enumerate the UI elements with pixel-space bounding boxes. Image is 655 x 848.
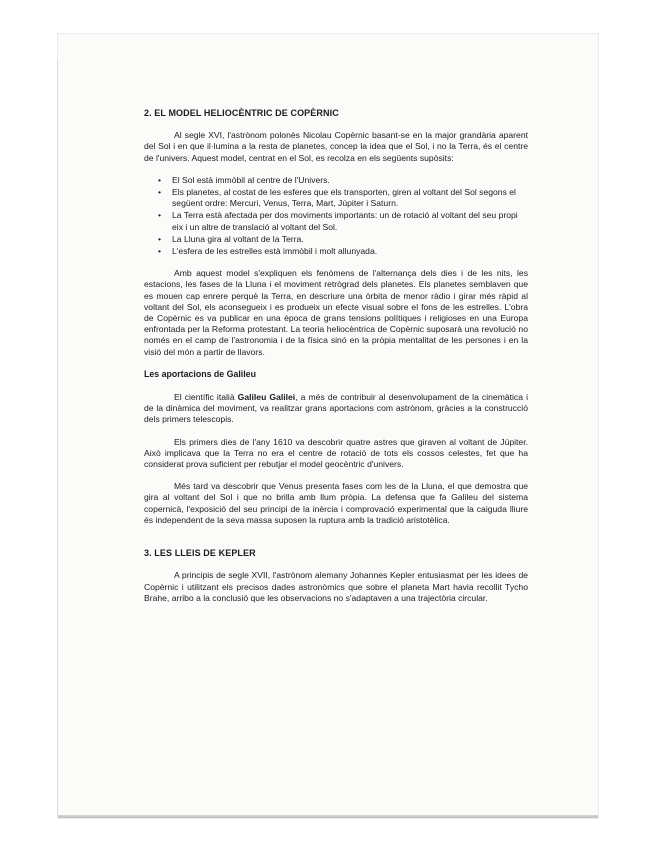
list-item: • L'esfera de les estrelles està immòbil i molt allunyada. [158,246,378,257]
galileu-paragraph-2: Els primers dies de l'any 1610 va descobrir quatre astres que giraven al voltant de Júpiter. Això implicava que la Terra no era el centre de rotació de tots els cossos celestes, fet que ha considerat prova suficient per rebutjar el model geocèntric d'univers. [144,436,528,470]
bullet-icon: • [158,210,162,221]
section-2-intro: Al segle XVI, l'astrònom polonès Nicolau Copèrnic basant-se en la major grandària aparent del Sol i en que il·lumina a la resta de planetes, concep la idea que el Sol, i no la Terra, és el centre de l'univers. Aquest model, centrat en el Sol, es recolza en els següents supòsits: [144,130,528,163]
document-body [144,108,528,615]
list-item: • La Terra està afectada per dos moviments importants: un de rotació al voltant del seu propi eix i un altre de translació al voltant del Sol. [158,210,518,232]
paper-edge [57,60,58,816]
section-2-body: Amb aquest model s'expliquen els fenòmens de l'alternança dels dies i de les nits, les estacions, les fases de la Lluna i el moviment retrògrad dels planetes. Els planetes semblaven que es mouen cap enrere perquè la Terra, en descriure una òrbita de menor ràdio i girar més ràpid al voltant del Sol, els aconsegueix i es produeix un efecte visual sobre el fons de les estrelles. L'obra de Copèrnic es va publicar en una època de grans tensions polítiques i religioses en una Europa enfrontada per la Reforma protestant. La teoria heliocèntrica de Copèrnic suposarà una revolució no només en el camp de l'astronomia i de la física sinó en la pròpia mentalitat de les persones i en la visió del món a partir de llavors. [144,268,528,357]
bullet-icon: • [158,174,162,185]
list-item: • El Sol està immòbil al centre de l'Univers. [158,174,330,185]
section-3-title: 3. LES LLEIS DE KEPLER [144,548,256,559]
section-2-title: 2. EL MODEL HELIOCÈNTRIC DE COPÈRNIC [144,108,339,118]
bullet-icon: • [158,246,162,257]
bullet-icon: • [158,187,162,198]
list-item: • La Lluna gira al voltant de la Terra. [158,233,304,244]
galileu-paragraph-1: El científic italià Galileu Galilei, a més de contribuir al desenvolupament de la cinemàtica i de la dinàmica del moviment, va realitzar grans aportacions com astrònom, gràcies a la construcció dels primers telescopis. [144,392,528,425]
paper-bottom-edge [58,815,598,818]
assumptions-list [144,175,528,257]
galileu-subtitle: Les aportacions de Galileu [144,368,256,379]
bullet-icon: • [158,233,162,244]
section-3-paragraph-1: A principis de segle XVII, l'astrònom alemany Johannes Kepler entusiasmat per les idees de Copèrnic i utilitzant els precisos dades astronòmics que sobre el planeta Mart havia recollit Tycho Brahe, arribo a la conclusió que les observacions no s'adaptaven a una trajectòria circular. [144,570,528,603]
galileu-name: Galileu Galilei [237,392,296,403]
list-item: • Els planetes, al costat de les esferes que els transporten, giren al voltant del Sol segons el següent ordre: Mercuri, Venus, Terra, Mart, Júpiter i Saturn. [158,187,516,209]
galileu-paragraph-3: Més tard va descobrir que Venus presenta fases com les de la Lluna, el que demostra que gira al voltant del Sol i que no brilla amb llum pròpia. La defensa que fa Galileu del sistema copernicà, l'exposició del seu principi de la inèrcia i comprovació experimental que la caiguda lliure és independent de la seva massa suposen la ruptura amb la tradició aristotèlica. [144,481,528,525]
